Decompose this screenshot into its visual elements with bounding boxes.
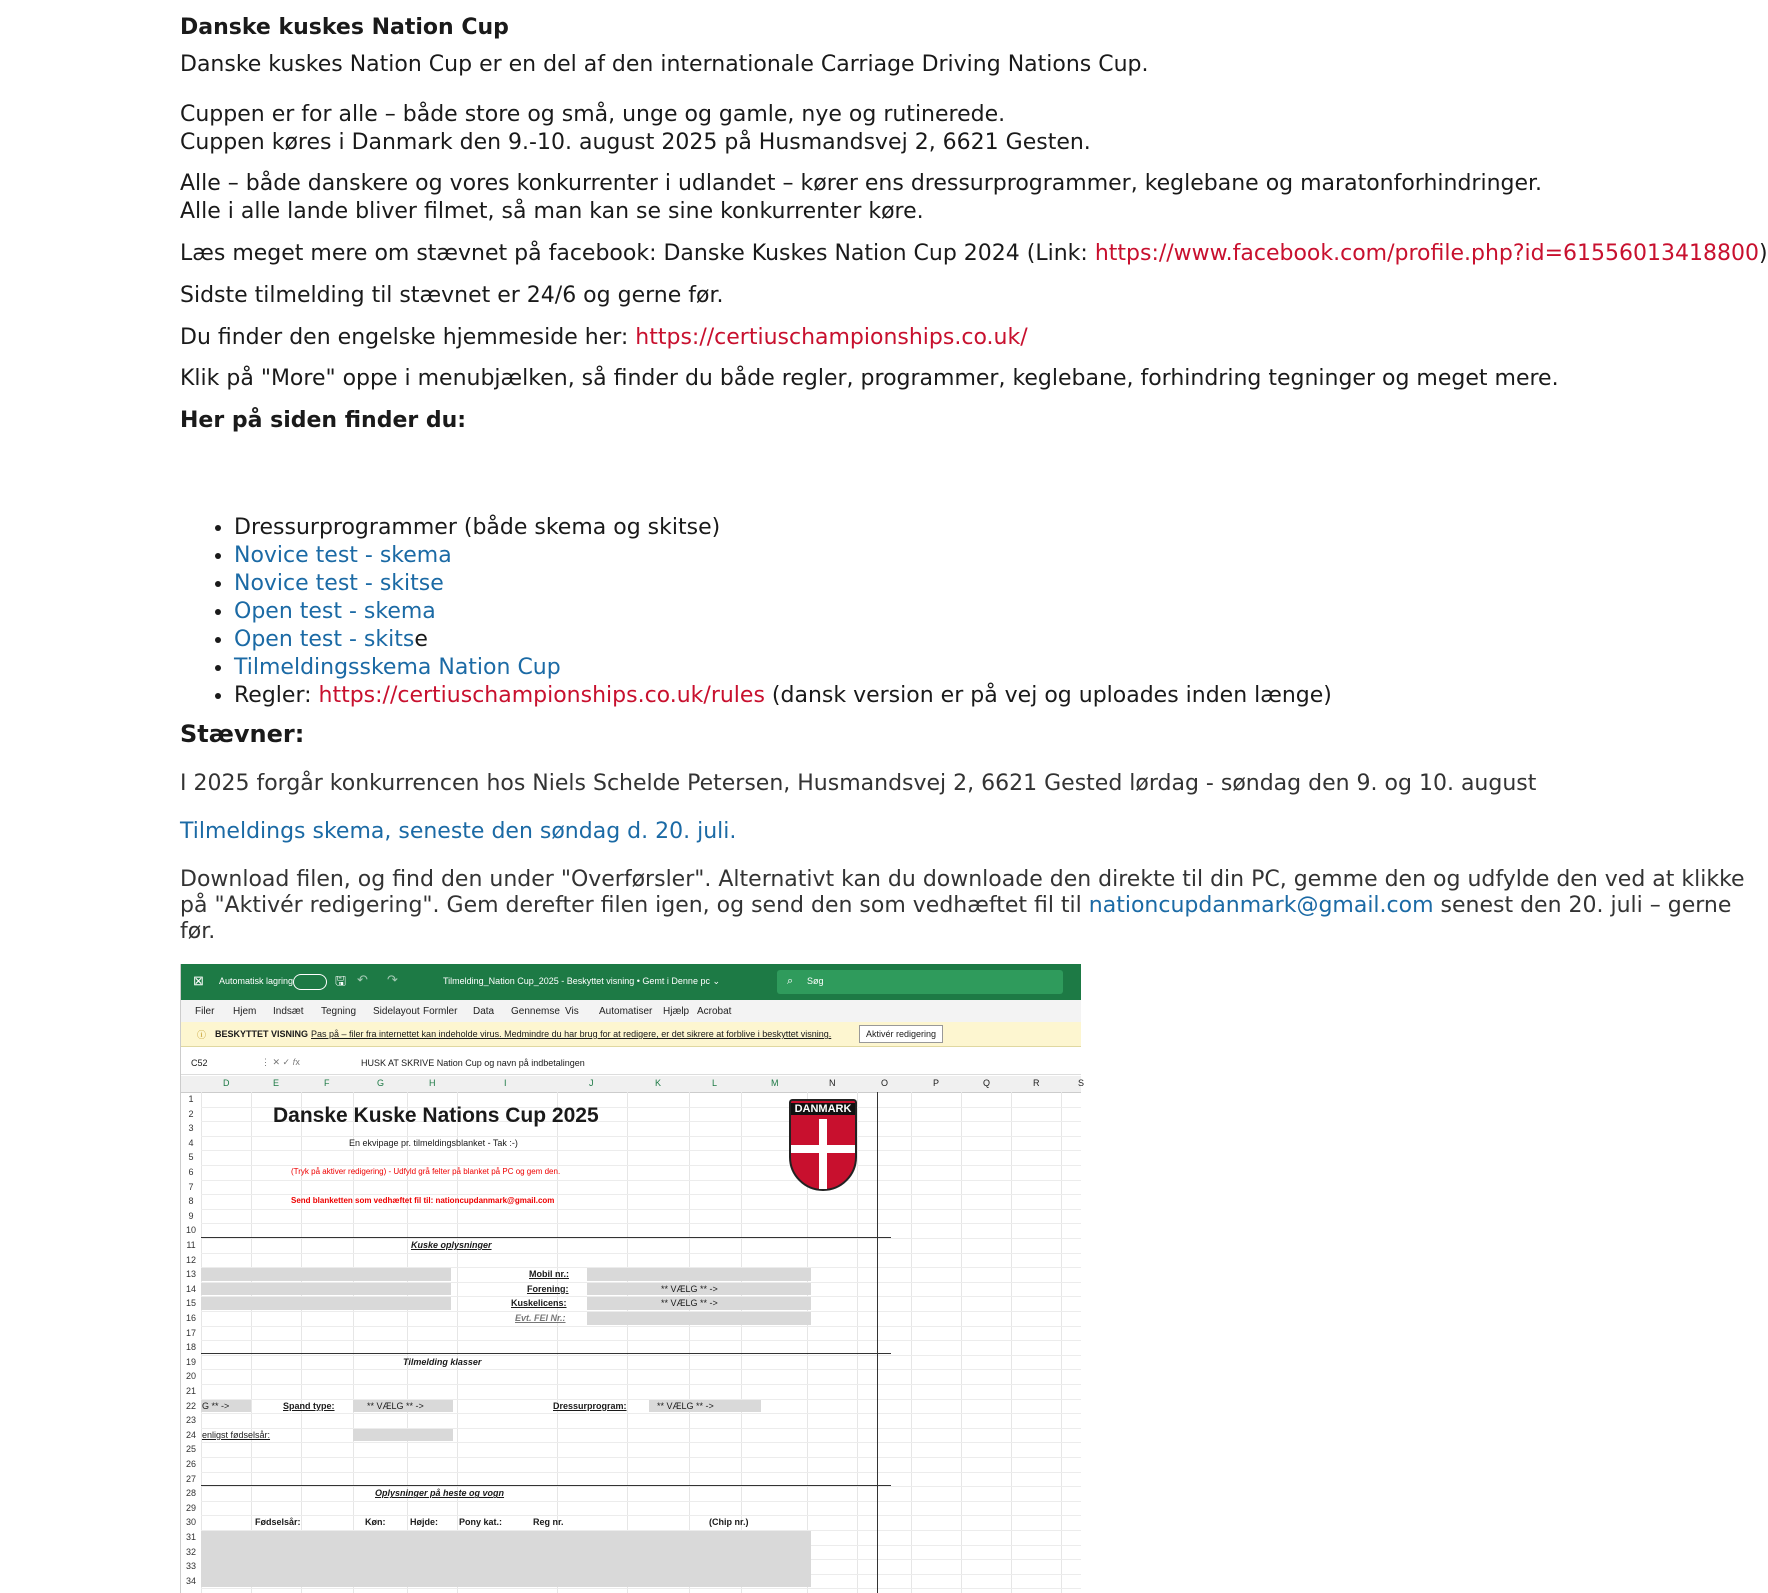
column-header[interactable]: S <box>1078 1078 1085 1088</box>
sheet-spand: Spand type: <box>283 1400 335 1411</box>
gridline <box>201 1194 1081 1195</box>
formula-controls: ⋮ ✕ ✓ 𝑓x <box>261 1057 300 1067</box>
text: (dansk version er på vej og uploades inden længe) <box>764 683 1332 708</box>
ribbon-tab[interactable]: Hjem <box>233 1006 257 1017</box>
gridline <box>201 1442 1081 1443</box>
row-number[interactable]: 34 <box>185 1575 196 1586</box>
column-header[interactable]: K <box>655 1078 662 1088</box>
list-item[interactable] <box>234 626 1332 654</box>
novice-skitse-link[interactable]: Novice test - skitse <box>234 571 444 596</box>
gridline <box>251 1092 252 1593</box>
input-cell[interactable] <box>353 1429 453 1442</box>
list-item <box>234 682 1332 710</box>
redo-icon[interactable]: ↷ <box>387 972 398 987</box>
section-heading: Stævner: <box>180 720 305 748</box>
gridline <box>857 1092 858 1593</box>
sheet-sheet-sub: En ekvipage pr. tilmeldingsblanket - Tak :-) <box>349 1137 518 1148</box>
section-border <box>201 1353 891 1354</box>
undo-icon[interactable]: ↶ <box>357 972 368 987</box>
column-headers <box>181 1076 1085 1093</box>
paragraph: Cuppen er for alle – både store og små, unge og gamle, nye og rutinerede. <box>180 102 1006 127</box>
row-number[interactable]: 22 <box>185 1400 196 1411</box>
sheet-forening: Forening: <box>527 1283 569 1294</box>
row-number[interactable]: 26 <box>185 1459 196 1469</box>
gridline <box>201 1223 1081 1224</box>
novice-skema-link[interactable]: Novice test - skema <box>234 543 452 568</box>
text: e <box>414 627 428 652</box>
ribbon-tab[interactable]: Formler <box>423 1006 458 1017</box>
sheet-h-reg: Reg nr. <box>533 1517 564 1528</box>
row-number[interactable]: 7 <box>188 1181 194 1192</box>
sheet-kuske: Kuske oplysninger <box>411 1240 492 1250</box>
gridline <box>201 1326 1081 1327</box>
row-number[interactable]: 33 <box>185 1561 196 1572</box>
sheet-vaelg: ** VÆLG ** -> <box>661 1283 718 1294</box>
sheet-tilmelding: Tilmelding klasser <box>403 1356 482 1367</box>
gridline <box>201 1486 1081 1487</box>
input-cell[interactable] <box>587 1268 811 1281</box>
tilmeldingsskema-link[interactable]: Tilmeldingsskema Nation Cup <box>234 655 561 680</box>
sheet-fodselsaar-partial: enligst fødselsår: <box>202 1429 271 1440</box>
row-number[interactable]: 21 <box>185 1386 196 1396</box>
gridline <box>201 1384 1081 1385</box>
text: senest den 20. juli – gerne <box>1433 893 1732 918</box>
input-cell[interactable] <box>201 1297 451 1310</box>
list-item[interactable] <box>234 570 1332 598</box>
gridline <box>201 1355 1081 1356</box>
gridline <box>201 1136 1081 1137</box>
input-cell[interactable] <box>587 1312 811 1325</box>
autosave-toggle[interactable] <box>293 974 327 990</box>
row-number[interactable]: 28 <box>185 1488 196 1499</box>
row-number[interactable]: 9 <box>188 1210 194 1221</box>
gridline <box>201 1588 1081 1589</box>
cell-reference[interactable]: C52 <box>191 1058 208 1068</box>
row-number[interactable]: 27 <box>185 1473 196 1484</box>
paragraph: Danske kuskes Nation Cup er en del af den internationale Carriage Driving Nations Cup. <box>180 52 1149 77</box>
sheet-vaelg: ** VÆLG ** -> <box>657 1400 714 1411</box>
sheet-kuskelicens: Kuskelicens: <box>511 1298 567 1309</box>
gridline <box>201 1428 1081 1429</box>
ribbon-tab[interactable]: Gennemse <box>511 1006 560 1017</box>
section-border <box>201 1485 891 1486</box>
window-title: Tilmelding_Nation Cup_2025 - Beskyttet visning • Gemt i Denne pc ⌄ <box>443 976 720 986</box>
paragraph: Klik på "More" oppe i menubjælken, så finder du både regler, programmer, keglebane, forhindring tegninger og meget mere. <box>180 366 1559 391</box>
row-number[interactable]: 30 <box>185 1517 196 1528</box>
column-header[interactable]: P <box>933 1078 940 1088</box>
row-number[interactable]: 14 <box>185 1283 196 1294</box>
sheet-sheet-red2: Send blanketten som vedhæftet fil til: nationcupdanmark@gmail.com <box>291 1196 555 1206</box>
row-number[interactable]: 15 <box>185 1298 196 1309</box>
danmark-logo <box>789 1099 857 1191</box>
column-header[interactable]: M <box>771 1078 779 1088</box>
row-number[interactable]: 19 <box>185 1356 196 1367</box>
gridline <box>911 1092 912 1593</box>
input-cell[interactable] <box>201 1268 451 1281</box>
sheet-h-kon: Køn: <box>365 1517 386 1528</box>
row-number[interactable]: 25 <box>185 1444 196 1455</box>
gridline <box>201 1253 1081 1254</box>
gridline <box>201 1150 1081 1151</box>
column-header[interactable]: J <box>589 1078 594 1088</box>
row-number[interactable]: 18 <box>185 1342 196 1353</box>
text: Du finder den engelske hjemmeside her: <box>180 325 636 350</box>
column-header[interactable]: O <box>881 1078 889 1088</box>
paragraph: Cuppen køres i Danmark den 9.-10. august 2025 på Husmandsvej 2, 6621 Gesten. <box>180 130 1091 155</box>
open-skitse-link[interactable]: Open test - skits <box>234 627 415 652</box>
formula-value[interactable]: HUSK AT SKRIVE Nation Cup og navn på indbetalingen <box>361 1058 585 1068</box>
row-number[interactable]: 4 <box>188 1137 194 1148</box>
section-border <box>877 1092 878 1593</box>
page-heading: Danske kuskes Nation Cup <box>180 15 509 40</box>
gridline <box>201 1092 202 1593</box>
row-number[interactable]: 1 <box>188 1094 194 1104</box>
excel-icon: ⊠ <box>193 973 204 988</box>
resources-list <box>180 514 1332 710</box>
row-number[interactable]: 8 <box>188 1196 194 1207</box>
text: på "Aktivér redigering". Gem derefter filen igen, og send den som vedhæftet fil til <box>180 893 1089 918</box>
row-number[interactable]: 13 <box>185 1269 196 1280</box>
row-number[interactable]: 32 <box>185 1546 196 1557</box>
gridline <box>201 1413 1081 1414</box>
excel-titlebar <box>181 964 1081 1000</box>
gridline <box>201 1209 1081 1210</box>
row-number[interactable]: 3 <box>188 1123 194 1134</box>
gridline <box>689 1092 690 1593</box>
gridline <box>201 1180 1081 1181</box>
protected-label: BESKYTTET VISNING <box>215 1029 309 1039</box>
row-number[interactable]: 6 <box>188 1167 194 1177</box>
gridline <box>1011 1092 1012 1593</box>
sheet-dressur: Dressurprogram: <box>553 1400 627 1411</box>
ribbon-tab[interactable]: Automatiser <box>599 1006 653 1017</box>
gridline <box>201 1472 1081 1473</box>
facebook-link[interactable]: https://www.facebook.com/profile.php?id=61556013418800 <box>1094 241 1760 266</box>
logo-cross <box>819 1119 827 1189</box>
row-number[interactable]: 31 <box>185 1532 196 1542</box>
text: Læs meget mere om stævnet på facebook: Danske Kuskes Nation Cup 2024 (Link: <box>180 241 1095 266</box>
open-skema-link[interactable]: Open test - skema <box>234 599 436 624</box>
ribbon-tab[interactable]: Sidelayout <box>373 1006 420 1017</box>
protected-text: Pas på – filer fra internettet kan indeholde virus. Medmindre du har brug for at redigere, er det sikrere at forblive i beskyttet visning. <box>311 1029 832 1039</box>
row-number[interactable]: 5 <box>188 1152 194 1163</box>
gridline <box>201 1457 1081 1458</box>
sheet-sheet-title: Danske Kuske Nations Cup 2025 <box>273 1104 599 1128</box>
gridline <box>627 1092 628 1593</box>
row-number[interactable]: 2 <box>188 1108 194 1119</box>
row-number[interactable]: 20 <box>185 1371 196 1382</box>
email-link[interactable]: nationcupdanmark@gmail.com <box>1088 893 1434 918</box>
sheet-h-fodsel: Fødselsår: <box>255 1517 301 1528</box>
english-site-link[interactable]: https://certiuschampionships.co.uk/ <box>635 325 1028 350</box>
enable-editing-button[interactable]: Aktivér redigering <box>859 1025 943 1043</box>
paragraph: Sidste tilmelding til stævnet er 24/6 og gerne før. <box>180 283 724 308</box>
row-number[interactable]: 12 <box>185 1254 196 1265</box>
row-number[interactable]: 10 <box>185 1225 196 1236</box>
paragraph: Download filen, og find den under "Overførsler". Alternativt kan du downloade den direkte til din PC, gemme den og udfylde den ved at klikke <box>180 867 1745 892</box>
gridline <box>201 1369 1081 1370</box>
registration-link[interactable]: Tilmeldings skema, seneste den søndag d. 20. juli. <box>180 819 737 844</box>
formula-bar <box>181 1054 1081 1075</box>
gridline <box>201 1501 1081 1502</box>
column-header[interactable]: H <box>429 1078 436 1088</box>
paragraph: I 2025 forgår konkurrencen hos Niels Schelde Petersen, Husmandsvej 2, 6621 Gested lørdag - søndag den 9. og 10. august <box>180 771 1537 796</box>
ribbon-tab[interactable]: Filer <box>195 1006 215 1017</box>
list-item[interactable] <box>234 598 1332 626</box>
input-cell[interactable] <box>201 1283 451 1296</box>
excel-screenshot <box>180 964 1085 1593</box>
subheading: Her på siden finder du: <box>180 408 467 433</box>
ribbon-tab[interactable]: Data <box>473 1006 495 1017</box>
english-site-paragraph <box>180 324 1028 352</box>
row-number[interactable]: 17 <box>185 1327 196 1338</box>
ribbon-tab[interactable]: Hjælp <box>663 1006 690 1017</box>
input-cell[interactable] <box>201 1531 811 1587</box>
search-icon: ⌕ <box>787 975 794 987</box>
registration-paragraph <box>180 818 736 846</box>
ribbon-tab[interactable]: Tegning <box>321 1006 357 1017</box>
search-placeholder: Søg <box>807 976 824 986</box>
column-header[interactable]: F <box>324 1078 330 1088</box>
autosave-label: Automatisk lagring <box>219 976 294 986</box>
sheet-h-chip: (Chip nr.) <box>709 1517 749 1528</box>
sheet-grid[interactable] <box>181 1092 1081 1593</box>
column-header[interactable]: N <box>829 1078 836 1088</box>
column-header[interactable]: R <box>1033 1078 1040 1088</box>
list-item[interactable] <box>234 542 1332 570</box>
sheet-heste: Oplysninger på heste og vogn <box>375 1488 505 1499</box>
gridline <box>201 1515 1081 1516</box>
text: ) <box>1759 241 1768 266</box>
sheet-h-pony: Pony kat.: <box>459 1517 503 1528</box>
column-header[interactable]: D <box>223 1078 230 1088</box>
paragraph: Alle – både danskere og vores konkurrenter i udlandet – kører ens dressurprogrammer, keglebane og maratonforhindringer. <box>180 171 1543 196</box>
paragraph: før. <box>180 919 216 944</box>
gridline <box>961 1092 962 1593</box>
row-number[interactable]: 11 <box>186 1240 196 1250</box>
save-icon[interactable]: 🖫 <box>335 973 347 988</box>
gridline <box>201 1399 1081 1400</box>
column-header[interactable]: I <box>504 1078 507 1088</box>
section-border <box>201 1237 891 1238</box>
row-number[interactable]: 23 <box>185 1415 196 1426</box>
logo-cross <box>791 1145 855 1153</box>
info-icon: ⓘ <box>197 1030 207 1040</box>
ribbon-tab[interactable]: Indsæt <box>273 1006 304 1017</box>
list-item[interactable] <box>234 654 1332 682</box>
ribbon-tab[interactable]: Acrobat <box>697 1006 732 1017</box>
sheet-mobil: Mobil nr.: <box>529 1269 569 1280</box>
column-header[interactable]: L <box>712 1078 718 1088</box>
ribbon-tab[interactable]: Vis <box>565 1006 579 1017</box>
sheet-g-vaelg: G ** -> <box>202 1400 230 1411</box>
gridline <box>1061 1092 1062 1593</box>
sheet-vaelg: ** VÆLG ** -> <box>367 1400 424 1411</box>
protected-view-bar <box>181 1022 1081 1047</box>
column-header[interactable]: E <box>273 1078 280 1088</box>
row-number[interactable]: 29 <box>185 1502 196 1513</box>
list-item-text: Dressurprogrammer (både skema og skitse) <box>234 515 721 540</box>
sheet-h-hojde: Højde: <box>410 1517 438 1528</box>
row-number[interactable]: 24 <box>185 1429 196 1440</box>
sheet-fei: Evt. FEI Nr.: <box>515 1313 566 1323</box>
gridline <box>201 1238 1081 1239</box>
logo-text: DANMARK <box>791 1103 855 1115</box>
rules-link[interactable]: https://certiuschampionships.co.uk/rules <box>318 683 765 708</box>
facebook-paragraph <box>180 240 1768 268</box>
column-header[interactable]: Q <box>983 1078 991 1088</box>
gridline <box>201 1165 1081 1166</box>
sheet-sheet-red1: (Tryk på aktiver redigering) - Udfyld grå felter på blanket på PC og gem den. <box>291 1167 561 1176</box>
sheet-vaelg: ** VÆLG ** -> <box>661 1298 718 1309</box>
search-box[interactable] <box>777 970 1063 994</box>
column-header[interactable]: G <box>377 1078 385 1088</box>
gridline <box>201 1340 1081 1341</box>
ribbon-tabs <box>181 1000 1081 1022</box>
paragraph: Alle i alle lande bliver filmet, så man kan se sine konkurrenter køre. <box>180 199 924 224</box>
list-item <box>234 514 1332 542</box>
text: Regler: <box>234 683 319 708</box>
row-number[interactable]: 16 <box>185 1313 196 1323</box>
email-paragraph <box>180 892 1731 920</box>
